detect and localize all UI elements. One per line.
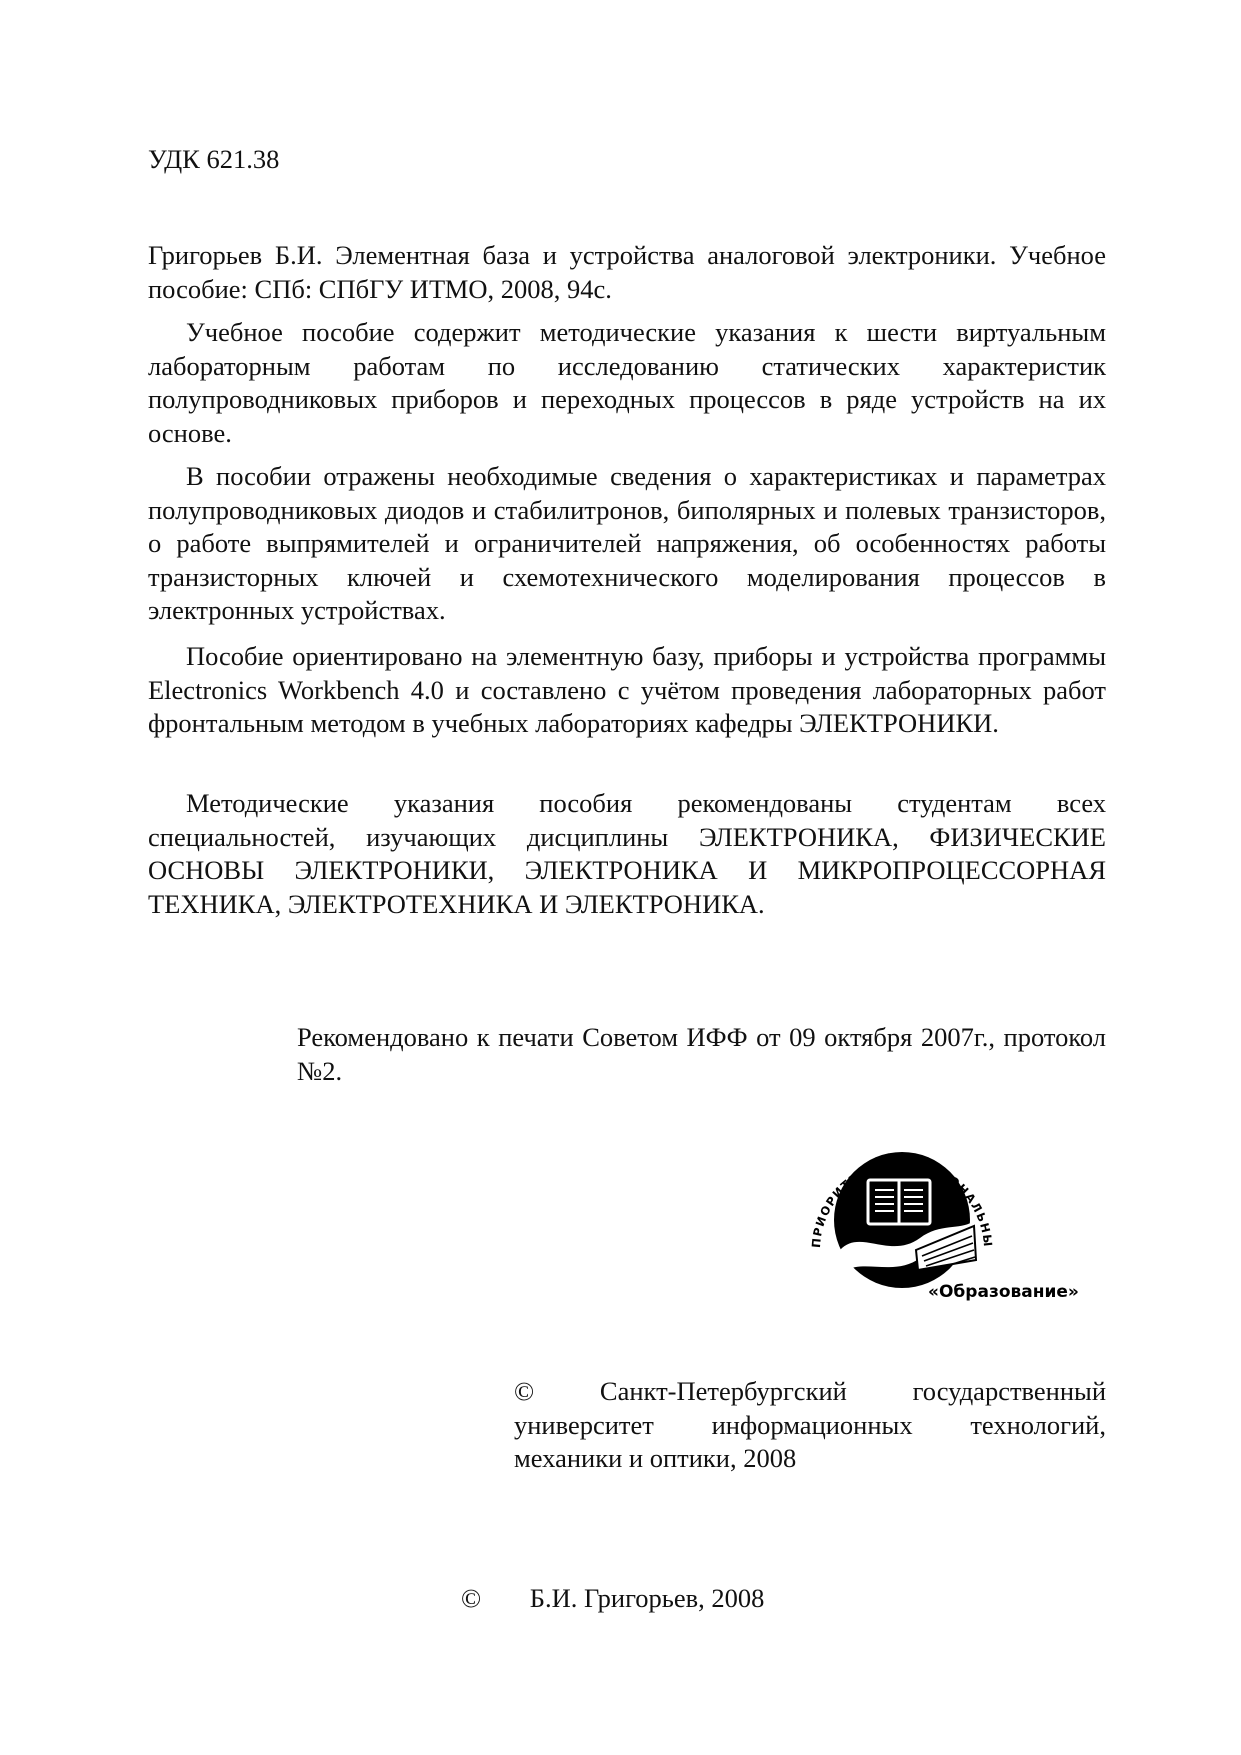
copyright-author-text: Б.И. Григорьев, 2008 [529,1583,765,1613]
education-project-logo [800,1110,1080,1310]
abstract-paragraph-2: В пособии отражены необходимые сведения о характеристиках и параметрах полупроводниковых диодов и стабилитронов, биполярных и полевых транзисторов, о работе выпрямителей и ограничителей напряжения, об особенностях работы транзисторных ключей и схемотехнического моделирования процессов в электронных устройствах. [148,461,1106,625]
logo-arc-text: ПРИОРИТЕТНЫЕ НАЦИОНАЛЬНЫ [808,1156,996,1249]
udk-code: УДК 621.38 [148,144,280,174]
copyright-symbol: © [514,1376,535,1406]
abstract-paragraph-4: Методические указания пособия рекомендованы студентам всех специальностей, изучающих дисциплины ЭЛЕКТРОНИКА, ФИЗИЧЕСКИЕ ОСНОВЫ ЭЛЕКТРОНИКИ, ЭЛЕКТРОНИКА И МИКРОПРОЦЕССОРНАЯ ТЕХНИКА, ЭЛЕКТРОТЕХНИКА И ЭЛЕКТРОНИКА. [148,788,1106,919]
copyright-symbol: © [461,1583,482,1613]
print-recommendation: Рекомендовано к печати Советом ИФФ от 09 октября 2007г., протокол №2. [297,1022,1106,1086]
abstract-paragraph-1: Учебное пособие содержит методические указания к шести виртуальным лабораторным работам по исследованию статических характеристик полупроводниковых приборов и переходных процессов в ряде устройств на их основе. [148,317,1106,448]
copyright-university [514,1375,1106,1476]
citation: Григорьев Б.И. Элементная база и устройства аналоговой электроники. Учебное пособие: СПб: СПбГУ ИТМО, 2008, 94с. [148,240,1106,304]
copyright-author [461,1582,764,1616]
abstract-paragraph-3: Пособие ориентировано на элементную базу, приборы и устройства программы Electronics Workbench 4.0 и составлено с учётом проведения лабораторных работ фронтальным методом в учебных лабораториях кафедры ЭЛЕКТРОНИКИ. [148,641,1106,738]
copyright-university-text: Санкт-Петербургский государственный университет информационных технологий, механики и оптики, 2008 [514,1376,1106,1473]
logo-caption: «Образование» [928,1282,1079,1302]
